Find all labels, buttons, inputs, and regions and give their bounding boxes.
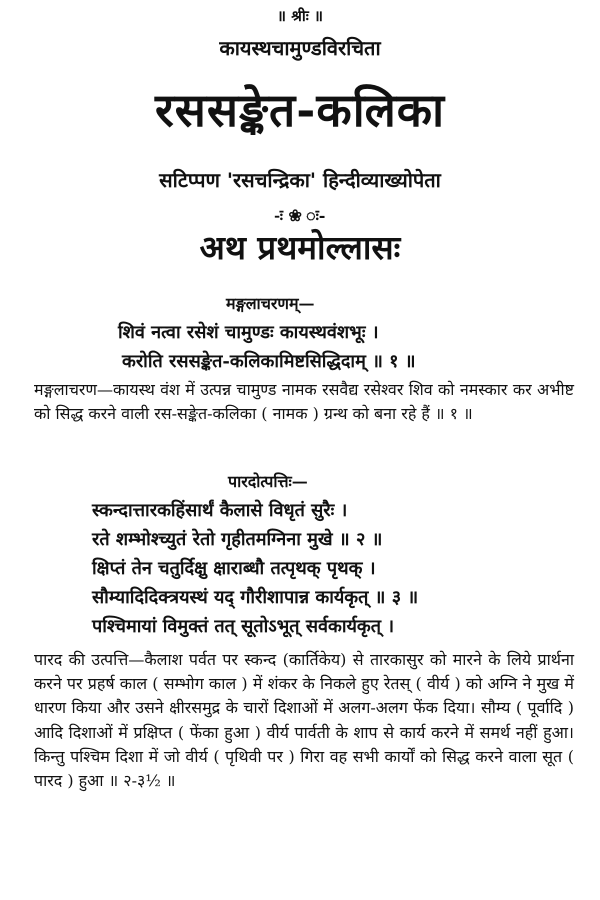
verse-line: शिवं नत्वा रसेशं चामुण्डः कायस्थवंशभूः । [118,322,379,343]
ornament-divider: -ः ❀ ः- [274,206,326,225]
verse-line: रते शम्भोश्च्युतं रेतो गृहीतमग्निना मुखे ॥ २ ॥ [92,529,383,550]
verse-line: स्कन्दात्तारकहिंसार्थं कैलासे विधृतं सुरैः । [92,500,348,521]
book-subtitle: सटिप्पण 'रसचन्द्रिका' हिन्दीव्याख्योपेता [159,168,441,192]
commentary-paragraph: पारद की उत्पत्ति—कैलाश पर्वत पर स्कन्द (कार्तिकेय) से तारकासुर को मारने के लिये प्रार्थना करने पर प्रहर्ष काल ( सम्भोग काल ) में शंकर के निकले हुए रेतस् ( वीर्य ) को अग्नि ने मुख में धारण किया और उसने क्षीरसमुद्र के चारों दिशाओं में अलग-अलग फेंक दिया। सौम्य ( पूर्वादि ) आदि दिशाओं में प्रक्षिप्त ( फेंका हुआ ) वीर्य पार्वती के शाप से कार्य करने में समर्थ नहीं हुआ। किन्तु पश्चिम दिशा में जो वीर्य ( पृथिवी पर ) गिरा वह सभी कार्यों को सिद्ध करने वाला सूत ( पारद ) हुआ ॥ २-३½ ॥ [34,650,574,791]
verse-line: करोति रससङ्केत-कलिकामिष्टसिद्धिदाम् ॥ १ ॥ [122,351,416,372]
chapter-title: अथ प्रथमोल्लासः [199,228,401,267]
author-line: कायस्थचामुण्डविरचिता [219,36,381,60]
section-label-mercury-origin: पारदोत्पत्तिः— [228,472,308,491]
verse-line: पश्चिमायां विमुक्तं तत् सूतोऽभूत् सर्वकार्यकृत् । [92,616,395,637]
verse-line: क्षिप्तं तेन चतुर्दिक्षु क्षाराब्धौ तत्पृथक् पृथक् । [92,558,376,579]
section-label-invocation: मङ्गलाचरणम्— [226,294,315,313]
book-title: रससङ्केत-कलिका [154,83,446,137]
commentary-paragraph: मङ्गलाचरण—कायस्थ वंश में उत्पन्न चामुण्ड नामक रसवैद्य रसेश्वर शिव को नमस्कार कर अभीष्ट को सिद्ध करने वाली रस-सङ्केत-कलिका ( नामक ) ग्रन्थ को बना रहे हैं ॥ १ ॥ [34,380,574,424]
invocation-line: ॥ श्रीः ॥ [277,7,323,25]
verse-line: सौम्यादिदिक्त्रयस्थं यद् गौरीशापान्न कार्यकृत् ॥ ३ ॥ [92,587,419,608]
